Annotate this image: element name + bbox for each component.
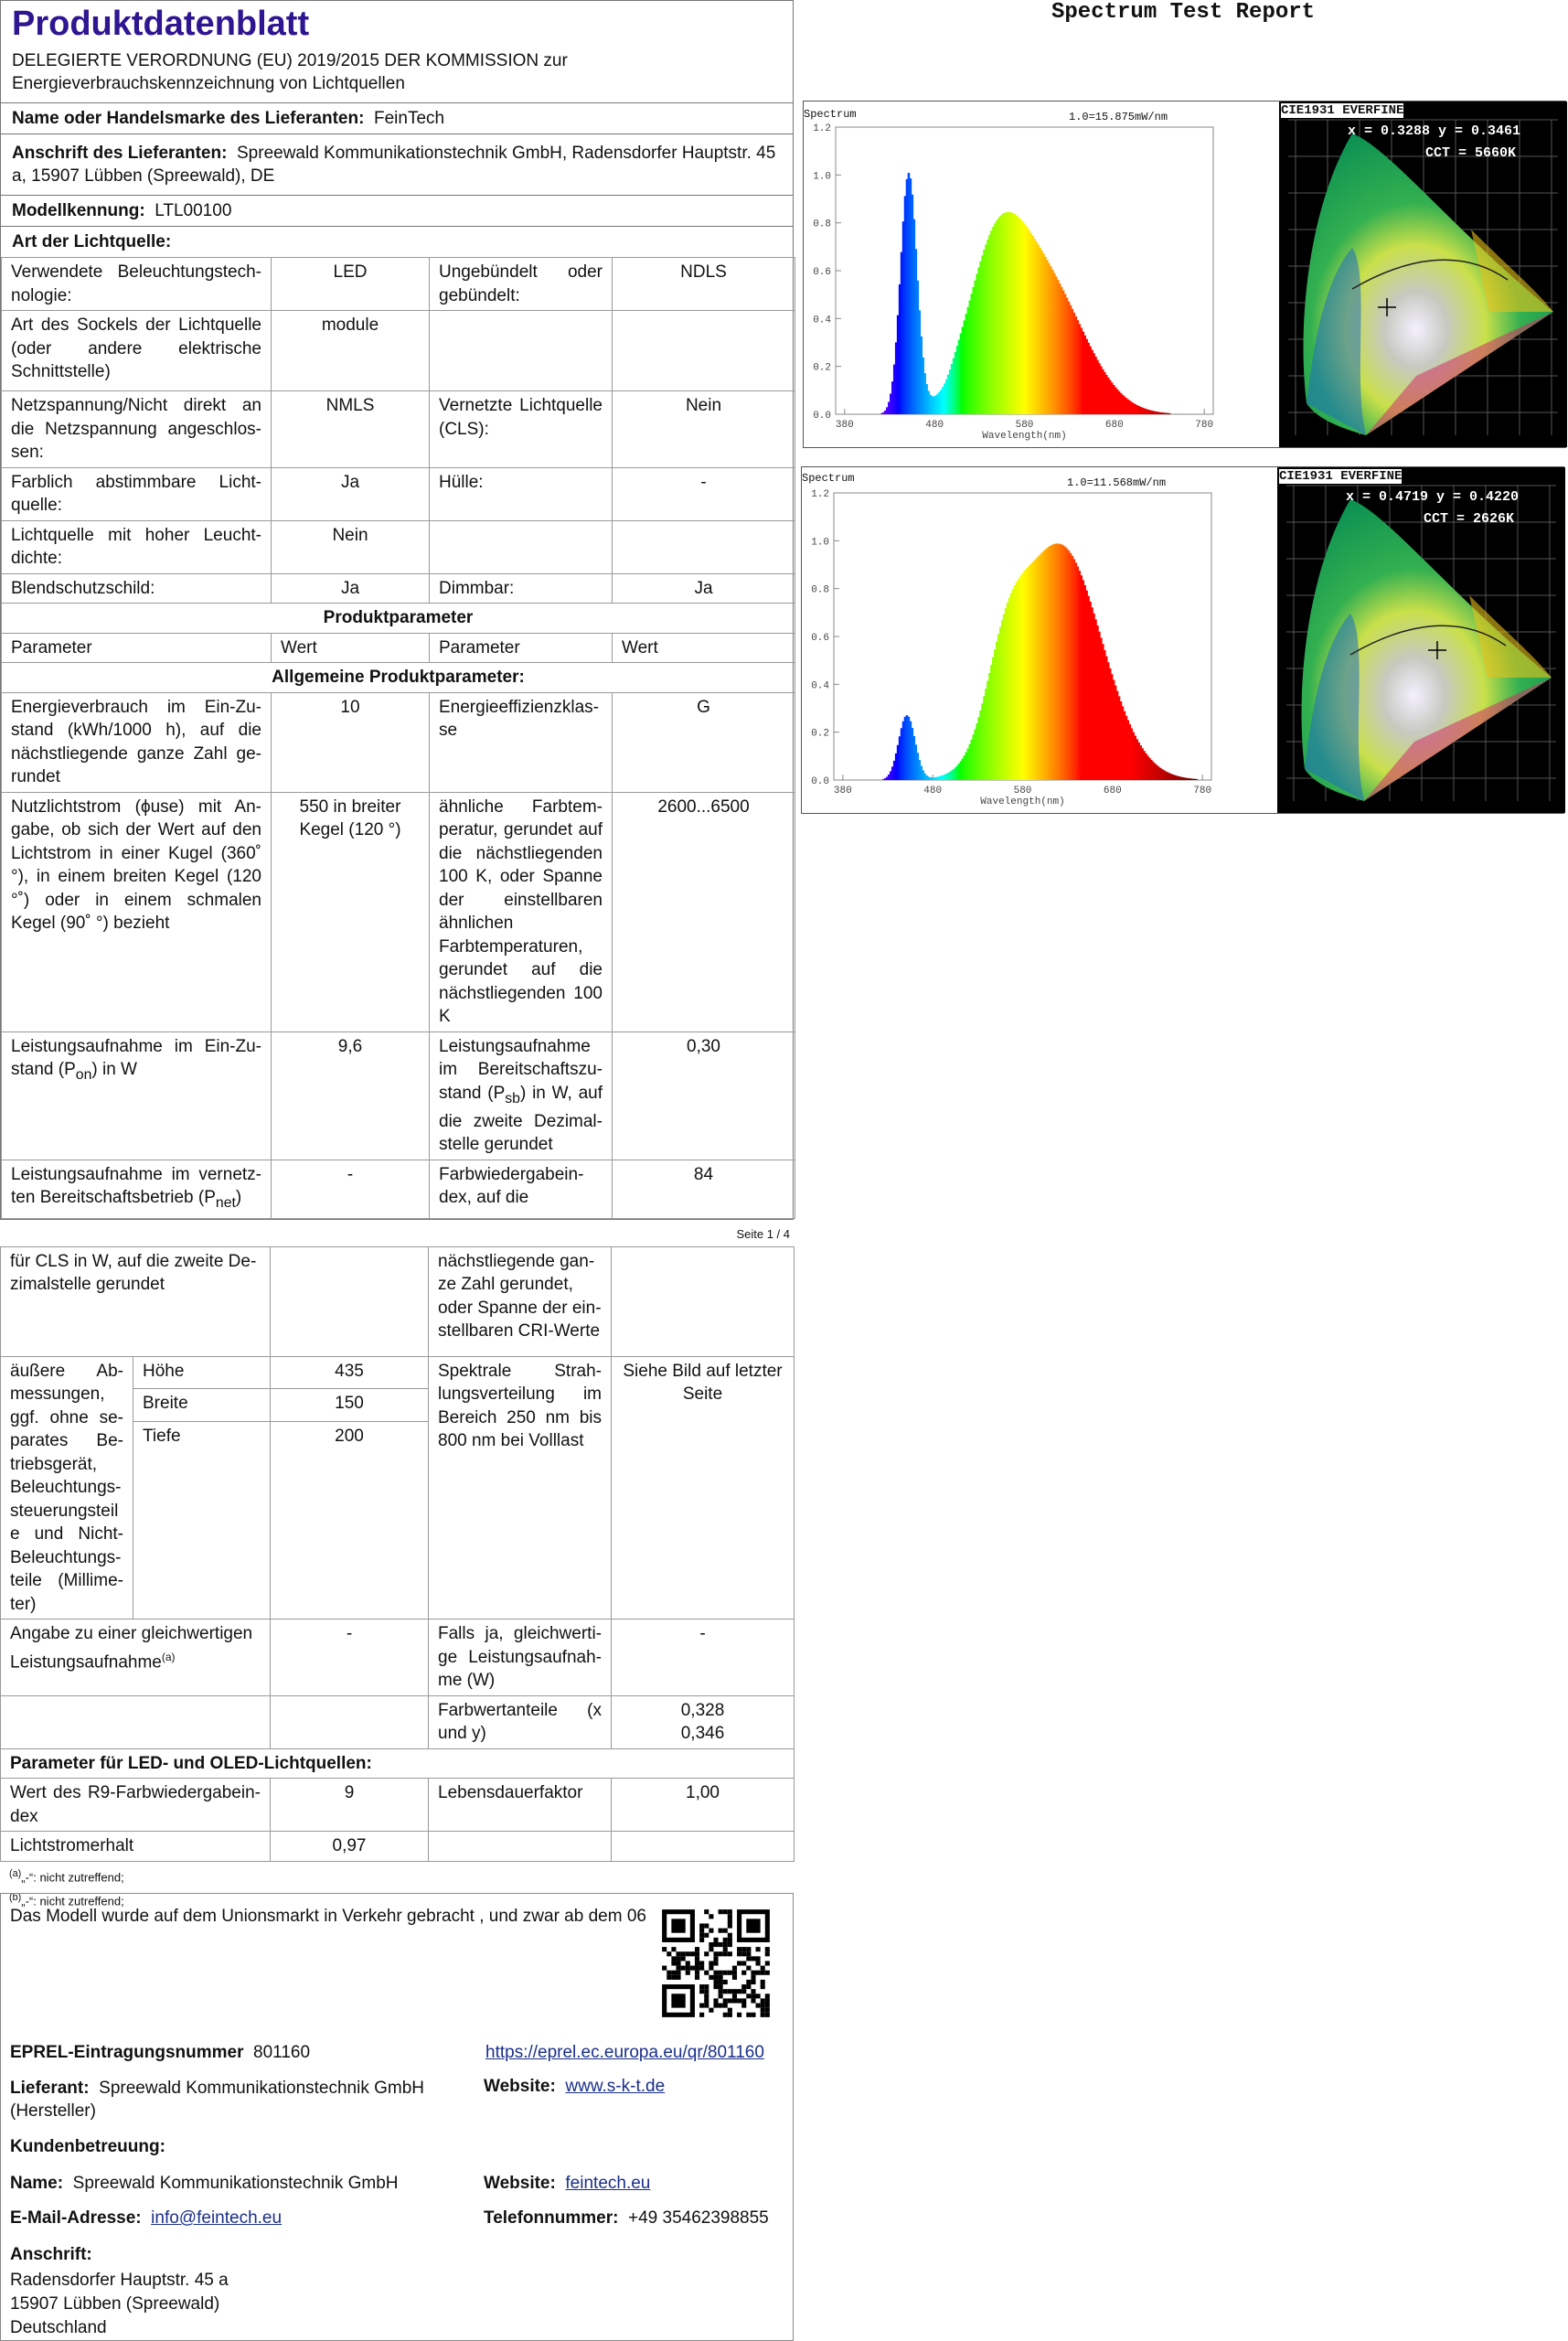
- table-row: [2, 604, 795, 634]
- x-tick-label: 480: [923, 786, 943, 796]
- y-tick-label: 0.8: [813, 219, 831, 230]
- email-line: E-Mail-Adresse: info@feintech.eu: [10, 2208, 283, 2228]
- address-heading: Anschrift:: [10, 2245, 92, 2264]
- light-type-heading: Art der Lichtquelle:: [1, 226, 793, 257]
- model-label: Modellkennung:: [12, 201, 145, 220]
- market-date-text: Das Modell wurde auf dem Unionsmarkt in Verkehr gebracht , und zwar ab dem 06: [10, 1907, 646, 1926]
- supplier-address-value: Spreewald Kommunikationstechnik GmbH, Radensdorfer Hauptstr. 45 a, 15907 Lübben (Spreewald), DE: [12, 144, 776, 186]
- led-params-heading: Parameter für LED- und OLED-Lichtquellen:: [1, 1748, 795, 1779]
- x-axis-label: Wavelength(nm): [980, 796, 1065, 807]
- datasheet: [0, 0, 794, 1913]
- scale-note-2: 1.0=11.568mW/nm: [1067, 476, 1167, 489]
- spectrum-label-2: Spectrum: [802, 472, 855, 485]
- x-tick-label: 580: [1013, 786, 1032, 796]
- x-tick-label: 380: [835, 420, 854, 431]
- supplier-name-label: Name oder Handelsmarke des Lieferanten:: [12, 109, 365, 128]
- x-tick-label: 780: [1193, 786, 1212, 796]
- table-row: Nutzlichtstrom (ϕuse) mit Angabe, ob sich der Wert auf den Lichtstrom in einer Kugel (360˚ °), in einem breiten Kegel (120 °˚) oder in einem schmalen Kegel (90˚ °) bezieht 550 in breiter Kegel (120 °) ähnliche Farbtemperatur, gerundet auf die nächstliegenden 100 K, oder Spanne der einstellbaren ähnlichen Farbtemperaturen, gerundet auf die nächstliegenden 100 K 2600...6500: [2, 792, 795, 1032]
- page-number: Seite 1 / 4: [736, 1226, 790, 1241]
- y-tick-label: 0.6: [811, 633, 829, 644]
- address-block: Radensdorfer Hauptstr. 45 a 15907 Lübben (Spreewald) Deutschland: [10, 2271, 229, 2337]
- y-tick-label: 0.2: [813, 362, 831, 374]
- y-tick-label: 1.0: [813, 171, 831, 183]
- website-link-2[interactable]: feintech.eu: [565, 2174, 651, 2193]
- x-tick-label: 680: [1104, 420, 1124, 431]
- customer-service-heading: Kundenbetreuung:: [10, 2137, 165, 2156]
- cie-label-2: CIE1931 EVERFINE: [1279, 469, 1403, 484]
- email-link[interactable]: info@feintech.eu: [151, 2208, 283, 2228]
- cie-chromaticity-chart-2: [1277, 467, 1565, 813]
- y-tick-label: 1.2: [813, 123, 831, 134]
- table-row: Netzspannung/Nicht direkt an die Netzspannung angeschlossen: NMLS Vernetzte Lichtquelle (CLS): Nein: [2, 391, 795, 468]
- y-tick-label: 0.2: [811, 728, 829, 740]
- footnote: $^{(a)}$„-“: nicht zutreffend;: [9, 1867, 124, 1884]
- footnote: $^{(b)}$„-“: nicht zutreffend;: [9, 1891, 124, 1908]
- y-tick-label: 0.4: [813, 315, 831, 326]
- y-tick-label: 0.8: [811, 584, 829, 596]
- table-row: Farblich abstimmbare Lichtquelle: Ja Hülle: -: [2, 467, 795, 520]
- model-value: LTL00100: [155, 201, 232, 220]
- table-row: Leistungsaufnahme im vernetzten Bereitschaftsbetrieb $(P_{net})$ - Farbwiedergabeindex, auf die 84: [2, 1160, 795, 1218]
- table-row: äußere Abmessungen, ggf. ohne separates Betriebsgerät, Beleuchtungssteuerungsteile und Nicht-Beleuchtungsteile (Millimeter) Höhe 435 Spektrale Strahlungsverteilung im Bereich 250 nm bis 800 nm bei Volllast Siehe Bild auf letzter Seite: [1, 1356, 795, 1389]
- supplier-address-label: Anschrift des Lieferanten:: [12, 144, 228, 163]
- table-row: Farbwertanteile (x und y) 0,328 0,346: [1, 1695, 795, 1748]
- model-row: [1, 195, 793, 226]
- table-row: Lichtstromerhalt 0,97: [1, 1832, 795, 1862]
- table-row: Blendschutzschild: Ja Dimmbar: Ja: [2, 573, 795, 604]
- table-row: Verwendete Beleuchtungstechnologie: LED Ungebündelt oder gebündelt: NDLS: [2, 258, 795, 311]
- continued-table: [0, 1246, 795, 1862]
- supplier-line: Lieferant: Spreewald Kommunikationstechnik GmbH (Hersteller): [10, 2079, 425, 2121]
- table-row: Lichtquelle mit hoher Leuchtdichte: Nein: [2, 520, 795, 573]
- table-row: Leistungsaufnahme im Ein-Zustand $(P_{on})$ in W 9,6 Leistungsaufnahme im Bereitschaftszustand $(P_{sb})$ in W, auf die zweite Dezimalstelle gerundet 0,30: [2, 1032, 795, 1160]
- xy-readout-1: x = 0.3288 y = 0.3461: [1348, 123, 1521, 139]
- x-tick-label: 580: [1015, 420, 1034, 431]
- table-row: Art des Sockels der Lichtquelle (oder andere elektrische Schnittstelle) module: [2, 311, 795, 391]
- table-row: Wert des R9-Farbwiedergabeindex 9 Lebensdauerfaktor 1,00: [1, 1779, 795, 1832]
- y-tick-label: 1.0: [811, 537, 829, 549]
- cie-label-1: CIE1931 EVERFINE: [1281, 103, 1404, 118]
- x-tick-label: 380: [833, 786, 852, 796]
- spectrum-bar: [1195, 779, 1198, 780]
- datasheet-page-1: [0, 0, 794, 1220]
- scale-note-1: 1.0=15.875mW/nm: [1069, 111, 1168, 123]
- x-axis-label: Wavelength(nm): [982, 431, 1067, 442]
- dimensions-label: äußere Abmessungen, ggf. ohne separates Betriebsgerät, Beleuchtungssteuerungsteile und Nicht-Beleuchtungsteile (Millimeter): [1, 1356, 133, 1619]
- spectrum-chart-1: [804, 102, 1279, 447]
- x-tick-label: 480: [925, 420, 944, 431]
- y-tick-label: 0.0: [813, 411, 831, 422]
- page-title: Produktdatenblatt: [12, 5, 310, 43]
- website-line-1: Website: www.s-k-t.de: [484, 2077, 666, 2096]
- product-params-heading: Produktparameter: [2, 604, 795, 634]
- cie-chromaticity-chart-1: [1279, 102, 1567, 447]
- regulation-subtitle: DELEGIERTE VERORDNUNG (EU) 2019/2015 DER KOMMISSION zur Energieverbrauchskennzeichnung von Lichtquellen: [12, 51, 568, 93]
- phone-line: Telefonnummer: +49 35462398855: [484, 2208, 769, 2228]
- website-link-1[interactable]: www.s-k-t.de: [565, 2077, 666, 2096]
- cie-diagram-2: [1277, 467, 1565, 813]
- supplier-name-value: FeinTech: [373, 109, 445, 128]
- spectrum-bar: [1168, 413, 1171, 414]
- x-tick-label: 780: [1195, 420, 1214, 431]
- cct-readout-2: CCT = 2626K: [1424, 511, 1515, 527]
- website-line-2: Website: feintech.eu: [484, 2174, 651, 2193]
- y-tick-label: 0.6: [813, 267, 831, 278]
- cie-diagram-1: [1279, 102, 1567, 447]
- table-row: Tiefe 200: [1, 1422, 795, 1619]
- spectrum-label-1: Spectrum: [804, 108, 857, 121]
- qr-code-icon[interactable]: [657, 1905, 774, 2022]
- x-tick-label: 680: [1103, 786, 1122, 796]
- table-row: für CLS in W, auf die zweite Dezimalstelle gerundet nächstliegende ganze Zahl gerundet, oder Spanne der einstellbaren CRI-Werte: [1, 1246, 795, 1356]
- y-tick-label: 0.0: [811, 776, 829, 787]
- spectrum-panel-1: [803, 101, 1566, 448]
- general-params-heading: Allgemeine Produktparameter:: [2, 663, 795, 693]
- table-row: Parameter Wert Parameter Wert: [2, 633, 795, 663]
- supplier-address-row: [1, 134, 793, 195]
- supplier-name-row: [1, 102, 793, 134]
- spectrum-panel-2: [801, 466, 1564, 814]
- eprel-info-card: [0, 1893, 794, 2341]
- table-row: Breite 150: [1, 1389, 795, 1422]
- y-tick-label: 0.4: [811, 680, 829, 692]
- table-row: [1, 1748, 795, 1779]
- eprel-link[interactable]: https://eprel.ec.europa.eu/qr/801160: [485, 2043, 764, 2062]
- spectrum-chart-2: [802, 467, 1277, 813]
- table-row: [2, 663, 795, 693]
- eprel-number: EPREL-Eintragungsnummer 801160: [10, 2043, 311, 2062]
- y-tick-label: 1.2: [811, 489, 829, 500]
- light-type-table: [1, 257, 795, 1219]
- spectrum-report-title: Spectrum Test Report: [1051, 0, 1316, 25]
- xy-readout-2: x = 0.4719 y = 0.4220: [1346, 489, 1520, 505]
- table-row: Energieverbrauch im Ein-Zustand (kWh/1000 h), auf die nächstliegende ganze Zahl gerundet 10 Energieeffizienzklasse G: [2, 692, 795, 792]
- service-name-line: Name: Spreewald Kommunikationstechnik GmbH: [10, 2174, 399, 2193]
- table-row: Angabe zu einer gleichwertigen Leistungsaufnahme$^{(a)}$ - Falls ja, gleichwertige Leistungsaufnahme (W) -: [1, 1619, 795, 1696]
- cct-readout-1: CCT = 5660K: [1425, 145, 1517, 161]
